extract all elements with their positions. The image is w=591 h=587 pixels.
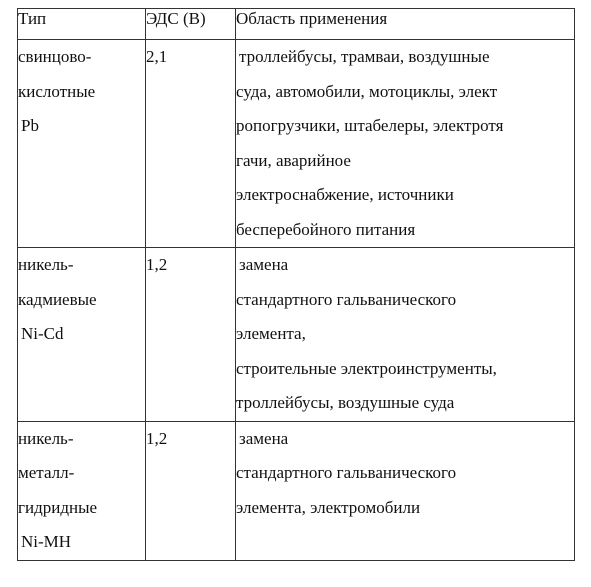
type-line: металл- — [18, 463, 75, 482]
area-line: замена — [239, 428, 289, 448]
type-cell — [18, 421, 146, 560]
area-line: стандартного гальванического — [236, 289, 457, 309]
area-line: троллейбусы, трамваи, воздушные — [239, 47, 490, 66]
area-lines — [236, 40, 574, 247]
area-line: бесперебойного питания — [236, 219, 416, 239]
emf-value: 1,2 — [146, 428, 168, 448]
table-row — [18, 421, 575, 560]
type-line: никель- — [18, 255, 74, 274]
emf-cell — [146, 248, 236, 422]
emf-value: 2,1 — [146, 47, 168, 66]
area-line: суда, автомобили, мотоциклы, элект — [236, 81, 498, 101]
area-line: электроснабжение, источники — [236, 185, 454, 204]
type-cell — [18, 248, 146, 422]
application-area-cell — [236, 248, 575, 422]
header-type: Тип — [18, 9, 146, 40]
table-row — [18, 248, 575, 422]
type-cell — [18, 40, 146, 248]
header-emf: ЭДС (В) — [146, 9, 236, 40]
application-area-cell — [236, 421, 575, 560]
type-line: кислотные — [18, 81, 96, 101]
area-line: стандартного гальванического — [236, 463, 457, 482]
emf-cell — [146, 40, 236, 248]
area-lines — [236, 422, 574, 526]
type-lines — [18, 422, 145, 560]
header-application-area: Область применения — [236, 9, 575, 40]
area-line: ропогрузчики, штабелеры, электротя — [236, 116, 504, 135]
area-line: строительные электроинструменты, — [236, 358, 497, 378]
area-line: троллейбусы, воздушные суда — [236, 393, 455, 412]
application-area-cell — [236, 40, 575, 248]
area-line: элемента, электромобили — [236, 497, 421, 517]
emf-cell — [146, 421, 236, 560]
type-lines — [18, 40, 145, 144]
table-header-row — [18, 9, 575, 40]
area-line: гачи, аварийное — [236, 150, 351, 170]
type-line: Ni-MH — [21, 532, 72, 551]
type-lines — [18, 248, 145, 352]
emf-value: 1,2 — [146, 255, 168, 274]
battery-types-table — [17, 8, 575, 561]
area-line: замена — [239, 255, 289, 274]
table-row — [18, 40, 575, 248]
type-line: Pb — [21, 116, 39, 135]
type-line: гидридные — [18, 497, 98, 517]
area-lines — [236, 248, 574, 421]
type-line: Ni-Cd — [21, 324, 64, 343]
type-line: свинцово- — [18, 47, 92, 66]
area-line: элемента, — [236, 324, 306, 343]
type-line: никель- — [18, 428, 74, 448]
type-line: кадмиевые — [18, 289, 97, 309]
